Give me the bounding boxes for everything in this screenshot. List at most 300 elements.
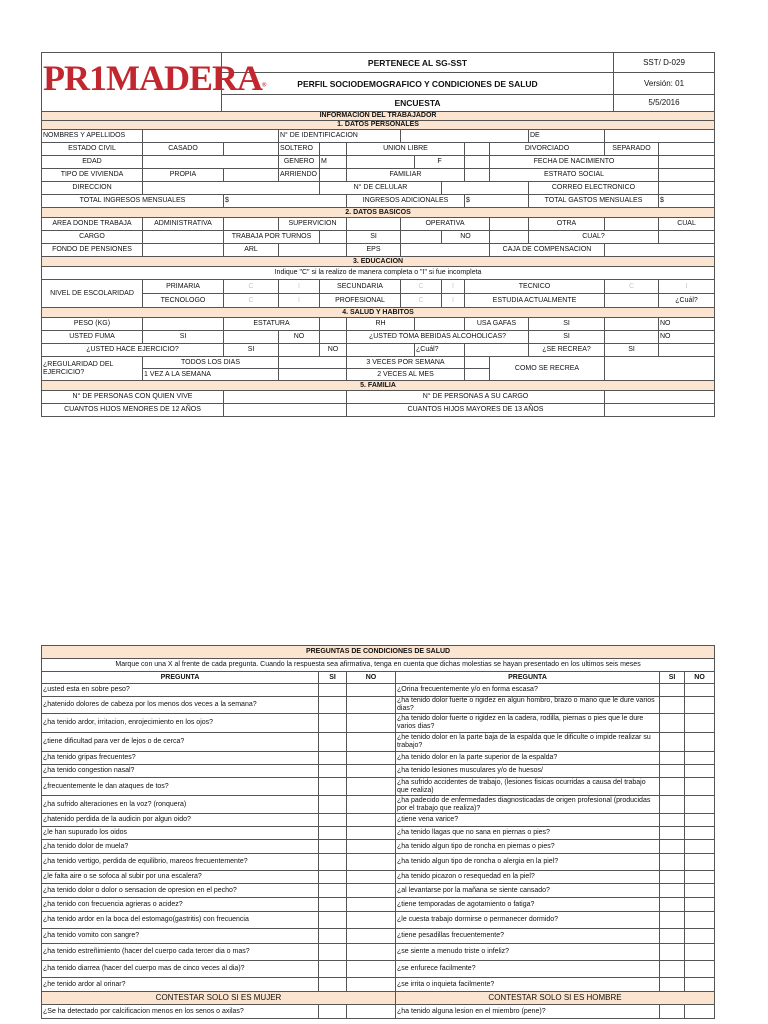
question-right-no[interactable] bbox=[685, 814, 715, 827]
edu-secondary-c[interactable]: C bbox=[401, 280, 442, 294]
eps-field[interactable] bbox=[401, 244, 490, 257]
exercise-which-label: ¿Cuál? bbox=[415, 344, 465, 357]
women-yes-cell[interactable] bbox=[319, 1005, 347, 1019]
question-right-no[interactable] bbox=[685, 765, 715, 778]
area-supervision-mark[interactable] bbox=[347, 218, 401, 231]
question-row bbox=[42, 871, 715, 884]
question-left-no[interactable] bbox=[347, 840, 396, 854]
shifts-no-option: NO bbox=[442, 231, 490, 244]
glasses-yes-mark[interactable] bbox=[605, 318, 659, 331]
col-yes-right: SI bbox=[660, 672, 685, 684]
housing-own-mark[interactable] bbox=[224, 169, 279, 182]
question-right: ¿ha padecido de enfermedades diagnosticadas de origen profesional (producidas por el trabajo que realiza)? bbox=[396, 796, 660, 814]
smoke-label: USTED FUMA bbox=[42, 331, 143, 344]
question-row bbox=[42, 796, 715, 814]
exercise-yes-mark[interactable] bbox=[279, 344, 320, 357]
pension-field[interactable] bbox=[143, 244, 224, 257]
section-basic-data: 2. DATOS BASICOS bbox=[42, 208, 715, 218]
question-left-yes[interactable] bbox=[319, 733, 347, 752]
question-right: ¿tiene pesadillas frecuentemente? bbox=[396, 929, 660, 944]
email-label: CORREO ELECTRONICO bbox=[529, 182, 659, 195]
regularity-weekly-option: 1 VEZ A LA SEMANA bbox=[143, 369, 279, 381]
question-left-yes[interactable] bbox=[319, 854, 347, 871]
question-left-no[interactable] bbox=[347, 796, 396, 814]
gender-m-mark[interactable] bbox=[347, 156, 415, 169]
drinks-yes-option: SI bbox=[529, 331, 605, 344]
housing-own-option: PROPIA bbox=[143, 169, 224, 182]
question-row bbox=[42, 814, 715, 827]
question-left-yes[interactable] bbox=[319, 814, 347, 827]
edu-secondary-i[interactable]: I bbox=[442, 280, 465, 294]
question-row bbox=[42, 827, 715, 840]
question-right-no[interactable] bbox=[685, 733, 715, 752]
regularity-2month-mark[interactable] bbox=[465, 369, 490, 381]
question-right-yes[interactable] bbox=[660, 814, 685, 827]
question-left: ¿ha sufrido alteraciones en la voz? (ronquera) bbox=[42, 796, 319, 814]
question-right: ¿se siente a menudo triste o infeliz? bbox=[396, 944, 660, 961]
question-right-yes[interactable] bbox=[660, 929, 685, 944]
question-left-no[interactable] bbox=[347, 733, 396, 752]
live-with-label: N° DE PERSONAS CON QUIEN VIVE bbox=[42, 391, 224, 404]
question-row bbox=[42, 733, 715, 752]
drinks-label: ¿USTED TOMA BEBIDAS ALCOHOLICAS? bbox=[347, 331, 529, 344]
pension-label: FONDO DE PENSIONES bbox=[42, 244, 143, 257]
question-left-no[interactable] bbox=[347, 961, 396, 978]
recreate-yes-mark[interactable] bbox=[659, 344, 715, 357]
shifts-gap bbox=[320, 231, 347, 244]
regularity-daily-mark[interactable] bbox=[279, 357, 347, 369]
question-left-yes[interactable] bbox=[319, 796, 347, 814]
question-left-no[interactable] bbox=[347, 854, 396, 871]
separated-option: SEPARADO bbox=[605, 143, 659, 156]
question-left-yes[interactable] bbox=[319, 765, 347, 778]
question-right-yes[interactable] bbox=[660, 961, 685, 978]
question-right-yes[interactable] bbox=[660, 765, 685, 778]
question-row bbox=[42, 778, 715, 796]
edu-studying-field[interactable] bbox=[605, 294, 659, 308]
question-row bbox=[42, 929, 715, 944]
document-header bbox=[41, 52, 715, 112]
birth-date-label: FECHA DE NACIMIENTO bbox=[490, 156, 659, 169]
questions-note: Marque con una X al frente de cada pregunta. Cuando la respuesta sea afirmativa, tenga en cuenta que dichas molestias se hayan presentado en los ultimos seis meses bbox=[42, 659, 715, 672]
edu-technologist-i[interactable]: I bbox=[279, 294, 320, 308]
regularity-weekly-mark[interactable] bbox=[279, 369, 347, 381]
worker-section-title: INFORMACION DEL TRABAJADOR bbox=[42, 112, 715, 121]
question-right: ¿al levantarse por la mañana se siente cansado? bbox=[396, 884, 660, 898]
question-left-no[interactable] bbox=[347, 684, 396, 697]
question-right-yes[interactable] bbox=[660, 978, 685, 992]
question-left-no[interactable] bbox=[347, 814, 396, 827]
cell-field[interactable] bbox=[442, 182, 529, 195]
question-right-no[interactable] bbox=[685, 961, 715, 978]
question-right-no[interactable] bbox=[685, 912, 715, 929]
edu-professional-c[interactable]: C bbox=[401, 294, 442, 308]
question-left-yes[interactable] bbox=[319, 778, 347, 796]
document-date: 5/5/2016 bbox=[614, 95, 715, 112]
question-right: ¿ha tenido dolor en la parte superior de la espalda? bbox=[396, 752, 660, 765]
smoke-no-mark[interactable] bbox=[320, 331, 347, 344]
rh-field[interactable] bbox=[415, 318, 465, 331]
edu-technologist-c[interactable]: C bbox=[224, 294, 279, 308]
question-right: ¿le cuesta trabajo dormirse o permanecer dormido? bbox=[396, 912, 660, 929]
col-question-right: PREGUNTA bbox=[396, 672, 660, 684]
question-row bbox=[42, 697, 715, 714]
question-left-yes[interactable] bbox=[319, 978, 347, 992]
question-row bbox=[42, 854, 715, 871]
shifts-yes-mark[interactable] bbox=[401, 231, 442, 244]
area-operative-mark[interactable] bbox=[490, 218, 529, 231]
compensation-label: CAJA DE COMPENSACION bbox=[490, 244, 605, 257]
edu-technologist-option: TECNOLOGO bbox=[143, 294, 224, 308]
document-subtitle: ENCUESTA bbox=[222, 95, 614, 112]
extra-income-field[interactable]: $ bbox=[465, 195, 529, 208]
exercise-no-option: NO bbox=[320, 344, 347, 357]
company-logo bbox=[42, 53, 266, 112]
women-no-cell[interactable] bbox=[347, 1005, 396, 1019]
married-mark[interactable] bbox=[224, 143, 279, 156]
id-from-label: DE bbox=[529, 130, 605, 143]
income-field[interactable]: $ bbox=[224, 195, 347, 208]
question-right-yes[interactable] bbox=[660, 697, 685, 714]
question-right-yes[interactable] bbox=[660, 752, 685, 765]
question-right-yes[interactable] bbox=[660, 898, 685, 912]
question-left-no[interactable] bbox=[347, 827, 396, 840]
question-right-no[interactable] bbox=[685, 884, 715, 898]
col-no-left: NO bbox=[347, 672, 396, 684]
weight-field[interactable] bbox=[143, 318, 224, 331]
men-only-header: CONTESTAR SOLO SI ES HOMBRE bbox=[396, 992, 715, 1005]
question-left-no[interactable] bbox=[347, 871, 396, 884]
question-right-no[interactable] bbox=[685, 714, 715, 733]
question-right: ¿tiene temporadas de agotamiento o fatiga? bbox=[396, 898, 660, 912]
health-questions-table bbox=[41, 645, 715, 1019]
belongs-label: PERTENECE AL SG-SST bbox=[222, 53, 614, 73]
question-left: ¿ha tenido vomito con sangre? bbox=[42, 929, 319, 944]
question-right-yes[interactable] bbox=[660, 714, 685, 733]
exercise-label: ¿USTED HACE EJERCICIO? bbox=[42, 344, 224, 357]
question-left-yes[interactable] bbox=[319, 944, 347, 961]
question-left: ¿he tenido ardor al orinar? bbox=[42, 978, 319, 992]
question-left: ¿hatenido perdida de la audicin por algun oido? bbox=[42, 814, 319, 827]
extra-income-label: INGRESOS ADICIONALES bbox=[347, 195, 465, 208]
shifts-no-mark[interactable] bbox=[490, 231, 529, 244]
expenses-label: TOTAL GASTOS MENSUALES bbox=[529, 195, 659, 208]
position-field[interactable] bbox=[143, 231, 224, 244]
question-left-yes[interactable] bbox=[319, 898, 347, 912]
question-right-no[interactable] bbox=[685, 796, 715, 814]
housing-family-mark[interactable] bbox=[465, 169, 490, 182]
arl-field[interactable] bbox=[279, 244, 347, 257]
exercise-yes-option: SI bbox=[224, 344, 279, 357]
height-field[interactable] bbox=[320, 318, 347, 331]
live-with-field[interactable] bbox=[224, 391, 347, 404]
edu-technical-option: TECNICO bbox=[465, 280, 605, 294]
area-other-mark[interactable] bbox=[605, 218, 659, 231]
section-family: 5. FAMILIA bbox=[42, 381, 715, 391]
questions-body bbox=[42, 684, 715, 992]
question-left-no[interactable] bbox=[347, 752, 396, 765]
recreate-label: ¿SE RECREA? bbox=[529, 344, 605, 357]
in-charge-field[interactable] bbox=[605, 391, 715, 404]
men-yes-cell[interactable] bbox=[660, 1005, 685, 1019]
question-right-yes[interactable] bbox=[660, 912, 685, 929]
position-label: CARGO bbox=[42, 231, 143, 244]
question-row bbox=[42, 944, 715, 961]
questions-title: PREGUNTAS DE CONDICIONES DE SALUD bbox=[42, 646, 715, 659]
regularity-3week-option: 3 VECES POR SEMANA bbox=[347, 357, 465, 369]
question-left: ¿ha tenido dolor de muela? bbox=[42, 840, 319, 854]
question-left-no[interactable] bbox=[347, 765, 396, 778]
education-note: Indique "C" si la realizo de manera completa o "I" si fue incompleta bbox=[42, 267, 715, 280]
shifts-yes-option: SI bbox=[347, 231, 401, 244]
shifts-label: TRABAJA POR TURNOS bbox=[224, 231, 320, 244]
question-right-no[interactable] bbox=[685, 840, 715, 854]
question-left-yes[interactable] bbox=[319, 929, 347, 944]
edu-professional-i[interactable]: I bbox=[442, 294, 465, 308]
work-area-label: AREA DONDE TRABAJA bbox=[42, 218, 143, 231]
question-left-no[interactable] bbox=[347, 697, 396, 714]
question-row bbox=[42, 840, 715, 854]
arl-label: ARL bbox=[224, 244, 279, 257]
question-right-yes[interactable] bbox=[660, 733, 685, 752]
area-supervision-option: SUPERVICION bbox=[279, 218, 347, 231]
question-right-no[interactable] bbox=[685, 929, 715, 944]
email-field[interactable] bbox=[659, 182, 715, 195]
question-left-yes[interactable] bbox=[319, 684, 347, 697]
area-admin-option: ADMINISTRATIVA bbox=[143, 218, 224, 231]
exercise-which-field[interactable] bbox=[465, 344, 529, 357]
question-left: ¿ha tenido vertigo, perdida de equilibrio, mareos frecuentemente? bbox=[42, 854, 319, 871]
edu-technical-c[interactable]: C bbox=[605, 280, 659, 294]
question-left: ¿ha tenido ardor, irritacion, enrojecimiento en los ojos? bbox=[42, 714, 319, 733]
question-right-no[interactable] bbox=[685, 978, 715, 992]
question-left: ¿ha tenido con frecuencia agrieras o acidez? bbox=[42, 898, 319, 912]
housing-family-option: FAMILIAR bbox=[347, 169, 465, 182]
exercise-no-mark[interactable] bbox=[347, 344, 415, 357]
id-field[interactable] bbox=[401, 130, 529, 143]
free-union-mark[interactable] bbox=[465, 143, 490, 156]
document-title: PERFIL SOCIODEMOGRAFICO Y CONDICIONES DE SALUD bbox=[222, 73, 614, 95]
question-row bbox=[42, 978, 715, 992]
drinks-yes-mark[interactable] bbox=[605, 331, 659, 344]
housing-label: TIPO DE VIVIENDA bbox=[42, 169, 143, 182]
edu-primary-i[interactable]: I bbox=[279, 280, 320, 294]
gender-m-option: M bbox=[320, 156, 347, 169]
regularity-daily-option: TODOS LOS DIAS bbox=[143, 357, 279, 369]
names-field[interactable] bbox=[143, 130, 279, 143]
single-mark[interactable] bbox=[320, 143, 347, 156]
height-label: ESTATURA bbox=[224, 318, 320, 331]
question-right: ¿ha tenido algun tipo de roncha o alergia en la piel? bbox=[396, 854, 660, 871]
question-left: ¿frecuentemente le dan ataques de tos? bbox=[42, 778, 319, 796]
stratum-field[interactable] bbox=[659, 169, 715, 182]
edu-which-label: ¿Cuál? bbox=[659, 294, 715, 308]
exercise-regularity-label: ¿REGULARIDAD DEL EJERCICIO? bbox=[42, 357, 143, 381]
question-right: ¿se enfurece facilmente? bbox=[396, 961, 660, 978]
question-left: ¿hatenido dolores de cabeza por los menos dos veces a la semana? bbox=[42, 697, 319, 714]
question-left-yes[interactable] bbox=[319, 714, 347, 733]
weight-label: PESO (KG) bbox=[42, 318, 143, 331]
question-right-no[interactable] bbox=[685, 944, 715, 961]
question-right-no[interactable] bbox=[685, 778, 715, 796]
question-right-no[interactable] bbox=[685, 697, 715, 714]
women-only-header: CONTESTAR SOLO SI ES MUJER bbox=[42, 992, 396, 1005]
area-other-option: OTRA bbox=[529, 218, 605, 231]
birth-date-field[interactable] bbox=[659, 156, 715, 169]
id-from-field[interactable] bbox=[605, 130, 715, 143]
question-right-no[interactable] bbox=[685, 752, 715, 765]
edu-professional-option: PROFESIONAL bbox=[320, 294, 401, 308]
question-row bbox=[42, 684, 715, 697]
kids-over-field[interactable] bbox=[605, 404, 715, 417]
question-row bbox=[42, 752, 715, 765]
smoke-yes-mark[interactable] bbox=[224, 331, 279, 344]
question-right: ¿he tenido dolor en la parte baja de la espalda que le dificulte o impide realizar su trabajo? bbox=[396, 733, 660, 752]
compensation-field[interactable] bbox=[605, 244, 715, 257]
smoke-no-option: NO bbox=[279, 331, 320, 344]
question-left-yes[interactable] bbox=[319, 697, 347, 714]
question-left-no[interactable] bbox=[347, 898, 396, 912]
area-which-label: CUAL bbox=[659, 218, 715, 231]
question-right: ¿se irrita o inquieta facilmente? bbox=[396, 978, 660, 992]
area-operative-option: OPERATIVA bbox=[401, 218, 490, 231]
question-right-yes[interactable] bbox=[660, 884, 685, 898]
glasses-label: USA GAFAS bbox=[465, 318, 529, 331]
section-education: 3. EDUCACION bbox=[42, 257, 715, 267]
women-question: ¿Se ha detectado por calcificacion menos en los senos o axilas? bbox=[42, 1005, 319, 1019]
how-recreate-label: COMO SE RECREA bbox=[490, 357, 605, 381]
stratum-label: ESTRATO SOCIAL bbox=[490, 169, 659, 182]
gender-f-option: F bbox=[415, 156, 465, 169]
question-right-yes[interactable] bbox=[660, 778, 685, 796]
worker-info-table bbox=[41, 111, 715, 417]
area-admin-mark[interactable] bbox=[224, 218, 279, 231]
question-right: ¿ha tenido algun tipo de roncha en piernas o pies? bbox=[396, 840, 660, 854]
housing-rent-mark[interactable] bbox=[320, 169, 347, 182]
question-left: ¿ha tenido diarrea (hacer del cuerpo mas de cinco veces al dia)? bbox=[42, 961, 319, 978]
edu-primary-c[interactable]: C bbox=[224, 280, 279, 294]
free-union-option: UNION LIBRE bbox=[347, 143, 465, 156]
names-label: NOMBRES Y APELLIDOS bbox=[42, 130, 143, 143]
shifts-which-field[interactable] bbox=[659, 231, 715, 244]
question-left: ¿ha tenido gripas frecuentes? bbox=[42, 752, 319, 765]
question-right-yes[interactable] bbox=[660, 827, 685, 840]
address-label: DIRECCION bbox=[42, 182, 143, 195]
question-left: ¿ha tenido estreñimiento (hacer del cuerpo cada tercer dia o mas? bbox=[42, 944, 319, 961]
income-label: TOTAL INGRESOS MENSUALES bbox=[42, 195, 224, 208]
question-right-no[interactable] bbox=[685, 827, 715, 840]
rh-label: RH bbox=[347, 318, 415, 331]
question-left: ¿le han supurado los oidos bbox=[42, 827, 319, 840]
regularity-3week-mark[interactable] bbox=[465, 357, 490, 369]
education-level-label: NIVEL DE ESCOLARIDAD bbox=[42, 280, 143, 308]
edu-studying-label: ESTUDIA ACTUALMENTE bbox=[465, 294, 605, 308]
question-right: ¿ha tenido lesiones musculares y/o de huesos/ bbox=[396, 765, 660, 778]
registered-mark: ® bbox=[261, 82, 266, 89]
question-left-yes[interactable] bbox=[319, 827, 347, 840]
question-left-no[interactable] bbox=[347, 912, 396, 929]
question-left-yes[interactable] bbox=[319, 961, 347, 978]
document-version: Versión: 01 bbox=[614, 73, 715, 95]
expenses-field[interactable]: $ bbox=[659, 195, 715, 208]
question-right-yes[interactable] bbox=[660, 684, 685, 697]
smoke-yes-option: SI bbox=[143, 331, 224, 344]
age-field[interactable] bbox=[143, 156, 279, 169]
question-right-yes[interactable] bbox=[660, 854, 685, 871]
address-field[interactable] bbox=[143, 182, 320, 195]
question-left-no[interactable] bbox=[347, 884, 396, 898]
edu-technical-i[interactable]: I bbox=[659, 280, 715, 294]
question-left-no[interactable] bbox=[347, 929, 396, 944]
men-no-cell[interactable] bbox=[685, 1005, 715, 1019]
question-left: ¿ha tenido congestion nasal? bbox=[42, 765, 319, 778]
edu-primary-option: PRIMARIA bbox=[143, 280, 224, 294]
question-left: ¿ha tenido ardor en la boca del estomago(gastritis) con frecuencia bbox=[42, 912, 319, 929]
kids-over-label: CUANTOS HIJOS MAYORES DE 13 AÑOS bbox=[347, 404, 605, 417]
question-right-yes[interactable] bbox=[660, 840, 685, 854]
question-left-no[interactable] bbox=[347, 978, 396, 992]
question-right: ¿Orina frecuentemente y/o en forma escasa? bbox=[396, 684, 660, 697]
question-right: ¿tiene vena varice? bbox=[396, 814, 660, 827]
section-health-habits: 4. SALUD Y HABITOS bbox=[42, 308, 715, 318]
regularity-2month-option: 2 VECES AL MES bbox=[347, 369, 465, 381]
logo-text: PR1MADERA bbox=[43, 58, 262, 99]
question-left: ¿le falta aire o se sofoca al subir por una escalera? bbox=[42, 871, 319, 884]
question-right-no[interactable] bbox=[685, 871, 715, 884]
question-right-yes[interactable] bbox=[660, 796, 685, 814]
document-code: SST/ D-029 bbox=[614, 53, 715, 73]
how-recreate-field[interactable] bbox=[605, 357, 715, 381]
question-row bbox=[42, 714, 715, 733]
question-right-yes[interactable] bbox=[660, 944, 685, 961]
question-left: ¿ha tenido dolor o dolor o sensacion de opresion en el pecho? bbox=[42, 884, 319, 898]
question-right-no[interactable] bbox=[685, 898, 715, 912]
question-right: ¿ha tenido picazon o resequedad en la piel? bbox=[396, 871, 660, 884]
question-left: ¿usted esta en sobre peso? bbox=[42, 684, 319, 697]
question-right: ¿ha tenido llagas que no sana en piernas o pies? bbox=[396, 827, 660, 840]
kids-under-label: CUANTOS HIJOS MENORES DE 12 AÑOS bbox=[42, 404, 224, 417]
separated-mark[interactable] bbox=[659, 143, 715, 156]
question-left-no[interactable] bbox=[347, 778, 396, 796]
question-left: ¿tiene dificultad para ver de lejos o de cerca? bbox=[42, 733, 319, 752]
men-question: ¿ha tenido alguna lesion en el miembro (pene)? bbox=[396, 1005, 660, 1019]
question-left-no[interactable] bbox=[347, 714, 396, 733]
question-row bbox=[42, 765, 715, 778]
gender-f-mark[interactable] bbox=[465, 156, 490, 169]
question-right-no[interactable] bbox=[685, 854, 715, 871]
glasses-no-option: NO bbox=[659, 318, 715, 331]
question-right-no[interactable] bbox=[685, 684, 715, 697]
eps-label: EPS bbox=[347, 244, 401, 257]
kids-under-field[interactable] bbox=[224, 404, 347, 417]
gender-label: GENERO bbox=[279, 156, 320, 169]
question-left-yes[interactable] bbox=[319, 912, 347, 929]
question-left-yes[interactable] bbox=[319, 884, 347, 898]
question-right: ¿ha tenido dolor fuerte o rigidez en la cadera, rodilla, piernas o pies que le dure varios dias? bbox=[396, 714, 660, 733]
divorced-option: DIVORCIADO bbox=[490, 143, 605, 156]
in-charge-label: N° DE PERSONAS A SU CARGO bbox=[347, 391, 605, 404]
question-left-yes[interactable] bbox=[319, 871, 347, 884]
question-left-no[interactable] bbox=[347, 944, 396, 961]
recreate-yes-option: SI bbox=[605, 344, 659, 357]
col-no-right: NO bbox=[685, 672, 715, 684]
question-right: ¿ha tenido dolor fuerte o rigidez en algun hombro, brazo o mano que le dure varios dias? bbox=[396, 697, 660, 714]
shifts-which-label: CUAL? bbox=[529, 231, 659, 244]
question-left-yes[interactable] bbox=[319, 840, 347, 854]
question-left-yes[interactable] bbox=[319, 752, 347, 765]
question-right-yes[interactable] bbox=[660, 871, 685, 884]
section-personal-data: 1. DATOS PERSONALES bbox=[42, 121, 715, 130]
